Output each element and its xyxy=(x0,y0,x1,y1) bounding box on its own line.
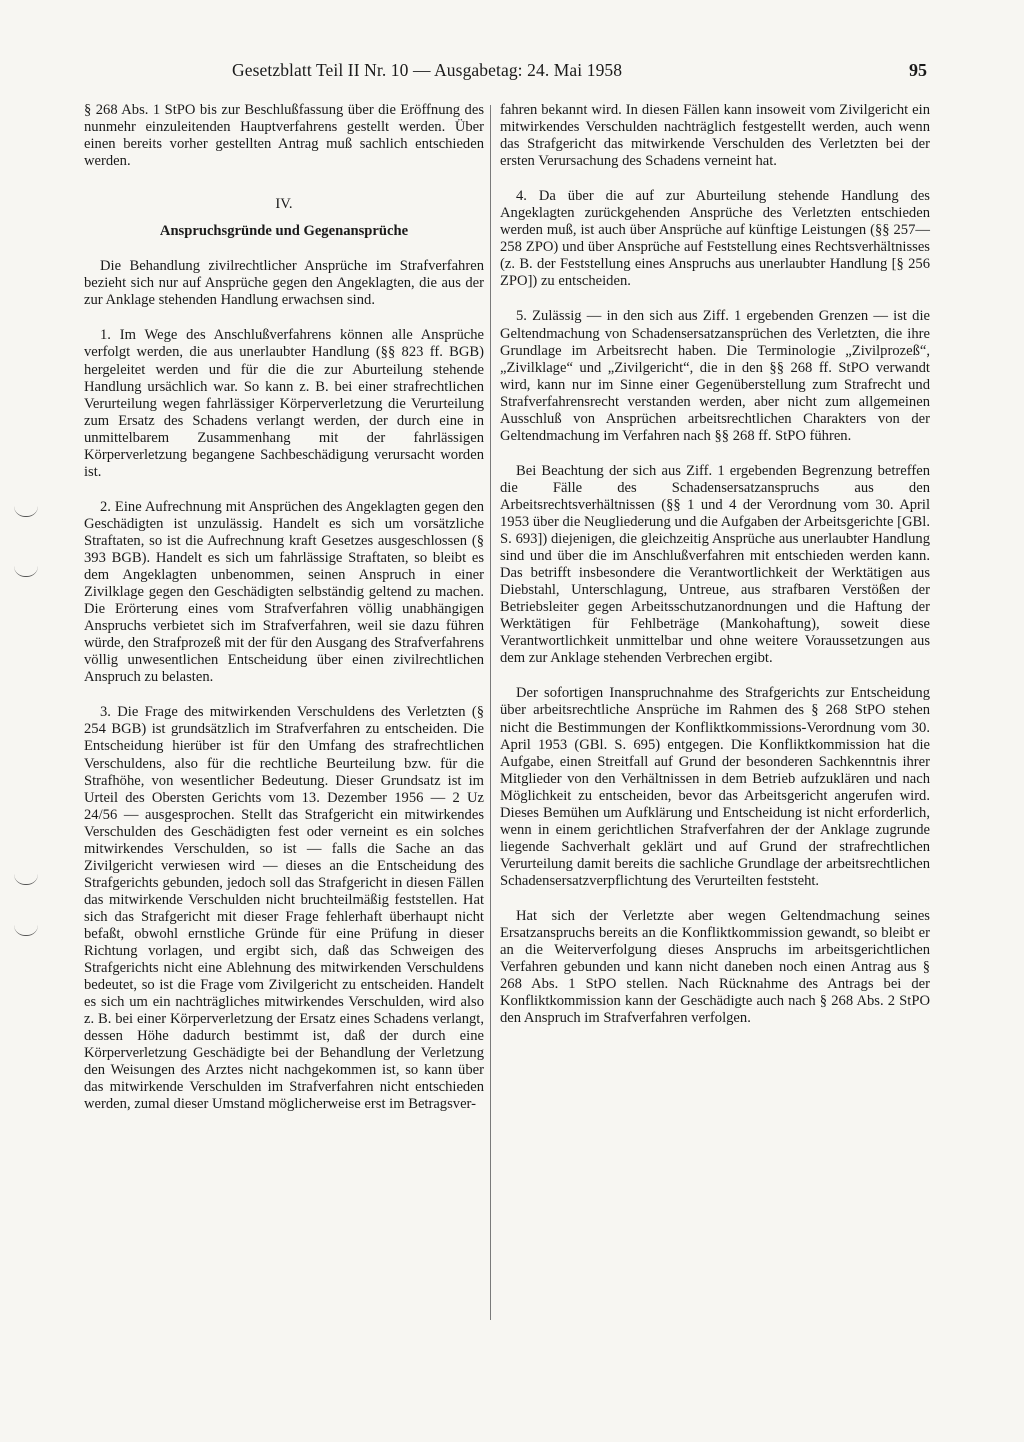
margin-mark xyxy=(14,925,38,936)
paragraph: Hat sich der Verletzte aber wegen Geltendmachung seines Ersatzanspruchs bereits an die Konfliktkommission gewandt, so bleibt er an die Weiterverfolgung dieses Anspruchs im arbeitsgerichtlichen Verfahren gebunden und kann nicht daneben noch einen Antrag aus § 268 Abs. 1 StPO stellen. Nach Rücknahme des Antrags bei der Konfliktkommission kann der Geschädigte auch nach § 268 Abs. 2 StPO den Anspruch im Strafverfahren verfolgen. xyxy=(500,907,930,1027)
margin-mark xyxy=(14,566,38,577)
page-number: 95 xyxy=(909,60,927,80)
paragraph: Die Behandlung zivilrechtlicher Ansprüche im Strafverfahren bezieht sich nur auf Ansprüche gegen den Angeklagten, die aus der zur Anklage stehenden Handlung erwachsen sind. xyxy=(84,258,484,309)
column-divider xyxy=(490,105,491,1320)
paragraph: Der sofortigen Inanspruchnahme des Strafgerichts zur Entscheidung über arbeitsrechtliche Ansprüche im Rahmen des § 268 StPO stehen nicht die Bestimmungen der Konfliktkommissions-Verordnung vom 30. April 1953 (GBl. S. 695) entgegen. Die Konfliktkommission hat die Aufgabe, einen Streitfall auf Grund der besonderen Sachkenntnis ihrer Mitglieder von den Verhältnissen in dem Betrieb aufzuklären und nach Möglichkeit zu entscheiden, bevor das Arbeitsgericht angerufen wird. Dieses Bemühen um Aufklärung und Entscheidung ist nicht erforderlich, wenn in einem gerichtlichen Strafverfahren der der Anklage zugrunde liegende Sachverhalt geklärt und auf Grund der strafrechtlichen Verurteilung damit bereits die sachliche Grundlage der arbeitsrechtlichen Schadensersatzverpflichtung des Verurteilten feststeht. xyxy=(500,685,930,889)
section-number: IV. xyxy=(275,196,293,213)
left-column xyxy=(84,102,484,1113)
paragraph: 2. Eine Aufrechnung mit Ansprüchen des Angeklagten gegen den Geschädigten ist unzulässig. Handelt es sich um vorsätzliche Straftaten, so ist die Aufrechnung kraft Gesetzes ausgeschlossen (§ 393 BGB). Handelt es sich um fahrlässige Straftaten, so bleibt es dem Angeklagten unbenommen, seinen Anspruch in einer Zivilklage gegen den Geschädigten selbständig geltend zu machen. Die Erörterung eines vom Strafverfahren völlig unabhängigen Anspruchs verbietet sich im Strafverfahren, weil sie dazu führen würde, den Strafprozeß mit der für den Ausgang des Strafverfahrens völlig unwesentlichen Entscheidung über einen zivilrechtlichen Anspruch zu belasten. xyxy=(84,498,484,686)
section-title: Anspruchsgründe und Gegenansprüche xyxy=(159,223,409,240)
right-column xyxy=(500,102,930,1027)
paragraph: 5. Zulässig — in den sich aus Ziff. 1 ergebenden Grenzen — ist die Geltendmachung von Schadensersatzansprüchen des Verletzten, die ihre Grundlage im Arbeitsrecht haben. Die Terminologie „Zivilprozeß“, „Zivilklage“ und „Zivilgericht“, die in den §§ 268 ff. StPO verwandt wird, kann nur im Sinne einer Gegenüberstellung zum Strafrecht und Strafverfahrensrecht verstanden werden, aber nicht zum allgemeinen Ausschluß von Ansprüchen arbeitsrechtlichen Charakters von der Geltendmachung im Verfahren nach §§ 268 ff. StPO führen. xyxy=(500,308,930,444)
paragraph: Bei Beachtung der sich aus Ziff. 1 ergebenden Begrenzung betreffen die Fälle des Schadensersatzanspruchs aus den Arbeitsrechtsverhältnissen (§§ 1 und 4 der Verordnung vom 30. April 1953 über die Neugliederung und die Aufgaben der Arbeitsgerichte [GBl. S. 693]) diejenigen, die gleichzeitig Ansprüche aus unerlaubter Handlung sind und über die im Anschlußverfahren mit entschieden werden kann. Das betrifft insbesondere die Verantwortlichkeit der Werktätigen aus Diebstahl, Unterschlagung, Untreue, aus strafbaren Verstößen der Betriebsleiter gegen Arbeitsschutzanordnungen und die Haftung der Werktätigen für Fehlbeträge (Mankohaftung), soweit diese Verantwortlichkeit unmittelbar und ohne weitere Voraussetzungen aus dem zur Anklage stehenden Verbrechen ergibt. xyxy=(500,462,930,667)
running-title: Gesetzblatt Teil II Nr. 10 — Ausgabetag: 24. Mai 1958 xyxy=(232,60,623,80)
paragraph: § 268 Abs. 1 StPO bis zur Beschlußfassung über die Eröffnung des nunmehr einzuleitenden Hauptverfahrens gestellt werden. Über einen bereits vorher gestellten Antrag muß sachlich entschieden werden. xyxy=(84,102,484,170)
paragraph: 4. Da über die auf zur Aburteilung stehende Handlung des Angeklagten zurückgehenden Ansprüche des Verletzten entschieden werden muß, ist auch über Ansprüche auf künftige Leistungen (§§ 257—258 ZPO) und über Ansprüche auf Feststellung eines Rechtsverhältnisses (z. B. der Feststellung eines Anspruchs aus unerlaubter Handlung [§ 256 ZPO]) zu entscheiden. xyxy=(500,188,930,290)
page-header xyxy=(232,60,927,90)
margin-mark xyxy=(14,506,38,517)
paragraph: 1. Im Wege des Anschlußverfahrens können alle Ansprüche verfolgt werden, die aus unerlaubter Handlung (§§ 823 ff. BGB) hergeleitet werden und für die die zur Aburteilung stehende Handlung ursächlich war. So kann z. B. bei einer strafrechtlichen Verurteilung wegen fahrlässiger Körperverletzung die Verurteilung zum Ersatz des Schadens verlangt werden, der durch eine in unmittelbarem Zusammenhang mit der fahrlässigen Körperverletzung begangene Sachbeschädigung verursacht worden ist. xyxy=(84,327,484,480)
margin-mark xyxy=(14,874,38,885)
paragraph: 3. Die Frage des mitwirkenden Verschuldens des Verletzten (§ 254 BGB) ist grundsätzlich im Strafverfahren zu entscheiden. Die Entscheidung hierüber ist für den Umfang des strafrechtlichen Verschuldens, also für die rechtliche Beurteilung bzw. für die Strafhöhe, von wesentlicher Bedeutung. Dieser Grundsatz ist im Urteil des Obersten Gerichts vom 13. Dezember 1956 — 2 Uz 24/56 — ausgesprochen. Stellt das Strafgericht ein mitwirkendes Verschulden des Geschädigten fest oder verneint es ein solches mitwirkendes Verschulden, so ist — falls die Sache an das Zivilgericht verwiesen wird — dieses an die Entscheidung des Strafgerichts gebunden, jedoch soll das Strafgericht in diesen Fällen das mitwirkende Verschulden nicht bruchteilmäßig feststellen. Hat sich das Strafgericht mit dieser Frage fehlerhaft überhaupt nicht befaßt, obwohl ernstliche Gründe für eine Prüfung in dieser Richtung vorlagen, und ergibt sich, daß das Schweigen des Strafgerichts nicht eine Ablehnung des mitwirkenden Verschuldens bedeutet, so ist die Frage vom Zivilgericht zu entscheiden. Handelt es sich um ein nachträgliches mitwirkendes Verschulden, wird also z. B. bei einer Körperverletzung der Ersatz eines Schadens verlangt, dessen Höhe dadurch bestimmt ist, daß der durch eine Körperverletzung Geschädigte bei der Behandlung der Verletzung den Weisungen des Arztes nicht nachgekommen ist, so kann über das mitwirkende Verschulden im Strafverfahren nicht entschieden werden, zumal dieser Umstand möglicherweise erst im Betragsver- xyxy=(84,704,484,1113)
paragraph: fahren bekannt wird. In diesen Fällen kann insoweit vom Zivilgericht ein mitwirkendes Verschulden nachträglich festgestellt werden, auch wenn das Strafgericht das mitwirkende Verschulden des Verletzten bei der ersten Verursachung des Schadens verneint hat. xyxy=(500,102,930,170)
